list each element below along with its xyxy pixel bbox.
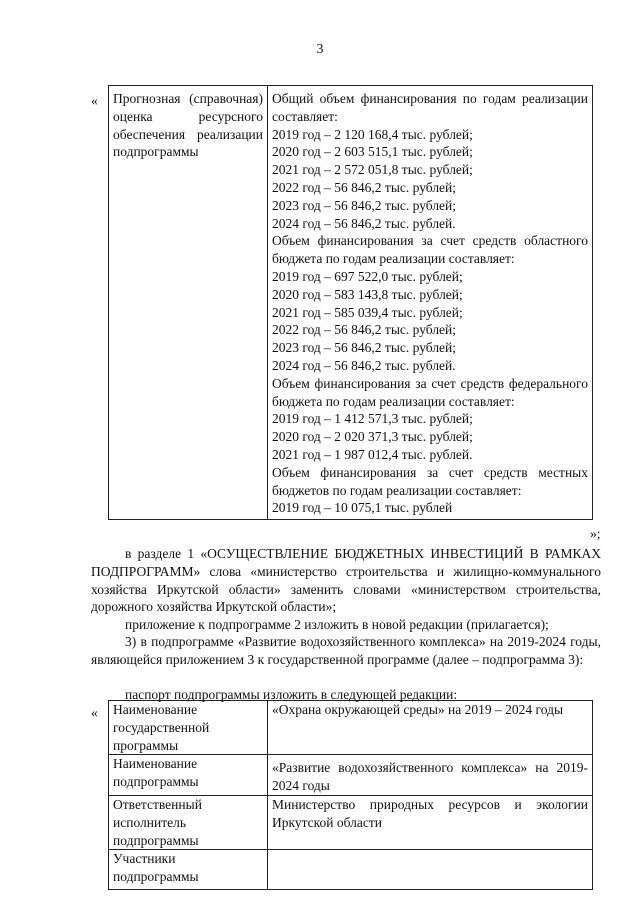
row-label: Участники подпрограммы [109,850,268,890]
local-financing-intro: Объем финансирования за счет средств местных бюджетов по годам реализации составляет: [272,464,588,498]
table-row [109,795,593,849]
total-financing-intro: Общий объем финансирования по годам реализации составляет: [272,91,588,124]
paragraph-subprogram-3: 3) в подпрограмме «Развитие водохозяйственного комплекса» на 2019-2024 годы, являющейся приложением 3 к государственной программе (далее – подпрограмма 3): [91,634,601,667]
federal-financing-intro: Объем финансирования за счет средств федерального бюджета по годам реализации составляет: [272,375,588,409]
regional-line: 2020 год – 583 143,8 тыс. рублей; [272,286,463,302]
regional-line: 2021 год – 585 039,4 тыс. рублей; [272,304,463,320]
total-line: 2021 год – 2 572 051,8 тыс. рублей; [272,162,473,178]
federal-line: 2020 год – 2 020 371,3 тыс. рублей; [272,429,473,445]
opening-quote: « [91,93,98,108]
regional-financing-intro: Объем финансирования за счет средств областного бюджета по годам реализации составляет: [272,233,588,267]
total-line: 2020 год – 2 603 515,1 тыс. рублей; [272,144,473,160]
row-label: Прогнозная (справочная) оценка ресурсного обеспечения реализации подпрограммы [109,86,268,520]
financing-table [108,85,593,520]
row-value: «Развитие водохозяйственного комплекса» на 2019-2024 годы [268,755,593,796]
financing-details [268,86,593,520]
regional-line: 2023 год – 56 846,2 тыс. рублей; [272,340,457,356]
opening-quote: « [91,705,98,720]
passport-table [108,700,593,890]
total-line: 2019 год – 2 120 168,4 тыс. рублей; [272,126,473,142]
total-line: 2024 год – 56 846,2 тыс. рублей. [272,215,456,231]
paragraph-passport-intro: паспорт подпрограммы изложить в следующей редакции: [125,687,458,702]
row-label: Ответственный исполнитель подпрограммы [109,795,268,849]
row-label: Наименование государственной программы [109,701,268,755]
paragraph-appendix-change: приложение к подпрограмме 2 изложить в новой редакции (прилагается); [125,617,549,632]
row-value: Министерство природных ресурсов и экологии Иркутской области [268,795,593,849]
table-row [109,850,593,890]
federal-line: 2019 год – 1 412 571,3 тыс. рублей; [272,411,473,427]
regional-line: 2024 год – 56 846,2 тыс. рублей. [272,357,456,373]
federal-line: 2021 год – 1 987 012,4 тыс. рублей. [272,446,473,462]
regional-line: 2022 год – 56 846,2 тыс. рублей; [272,322,457,338]
row-label: Наименование подпрограммы [109,755,268,796]
closing-quote: »; [590,526,601,541]
total-line: 2022 год – 56 846,2 тыс. рублей; [272,179,457,195]
local-line: 2019 год – 10 075,1 тыс. рублей [272,500,453,516]
row-value: «Охрана окружающей среды» на 2019 – 2024 годы [268,701,593,755]
total-line: 2023 год – 56 846,2 тыс. рублей; [272,197,457,213]
table-row [109,755,593,796]
row-value [268,850,593,890]
table-row [109,701,593,755]
paragraph-section-1-change: в разделе 1 «ОСУЩЕСТВЛЕНИЕ БЮДЖЕТНЫХ ИНВЕСТИЦИЙ В РАМКАХ ПОДПРОГРАММ» слова «министерство строительства и жилищно-коммунального хозяйства Иркутской области» заменить словами «министерством строительства, дорожного хозяйства Иркутской области»; [91,546,601,615]
page-number: 3 [316,42,324,57]
regional-line: 2019 год – 697 522,0 тыс. рублей; [272,268,463,284]
table-row [109,86,593,520]
